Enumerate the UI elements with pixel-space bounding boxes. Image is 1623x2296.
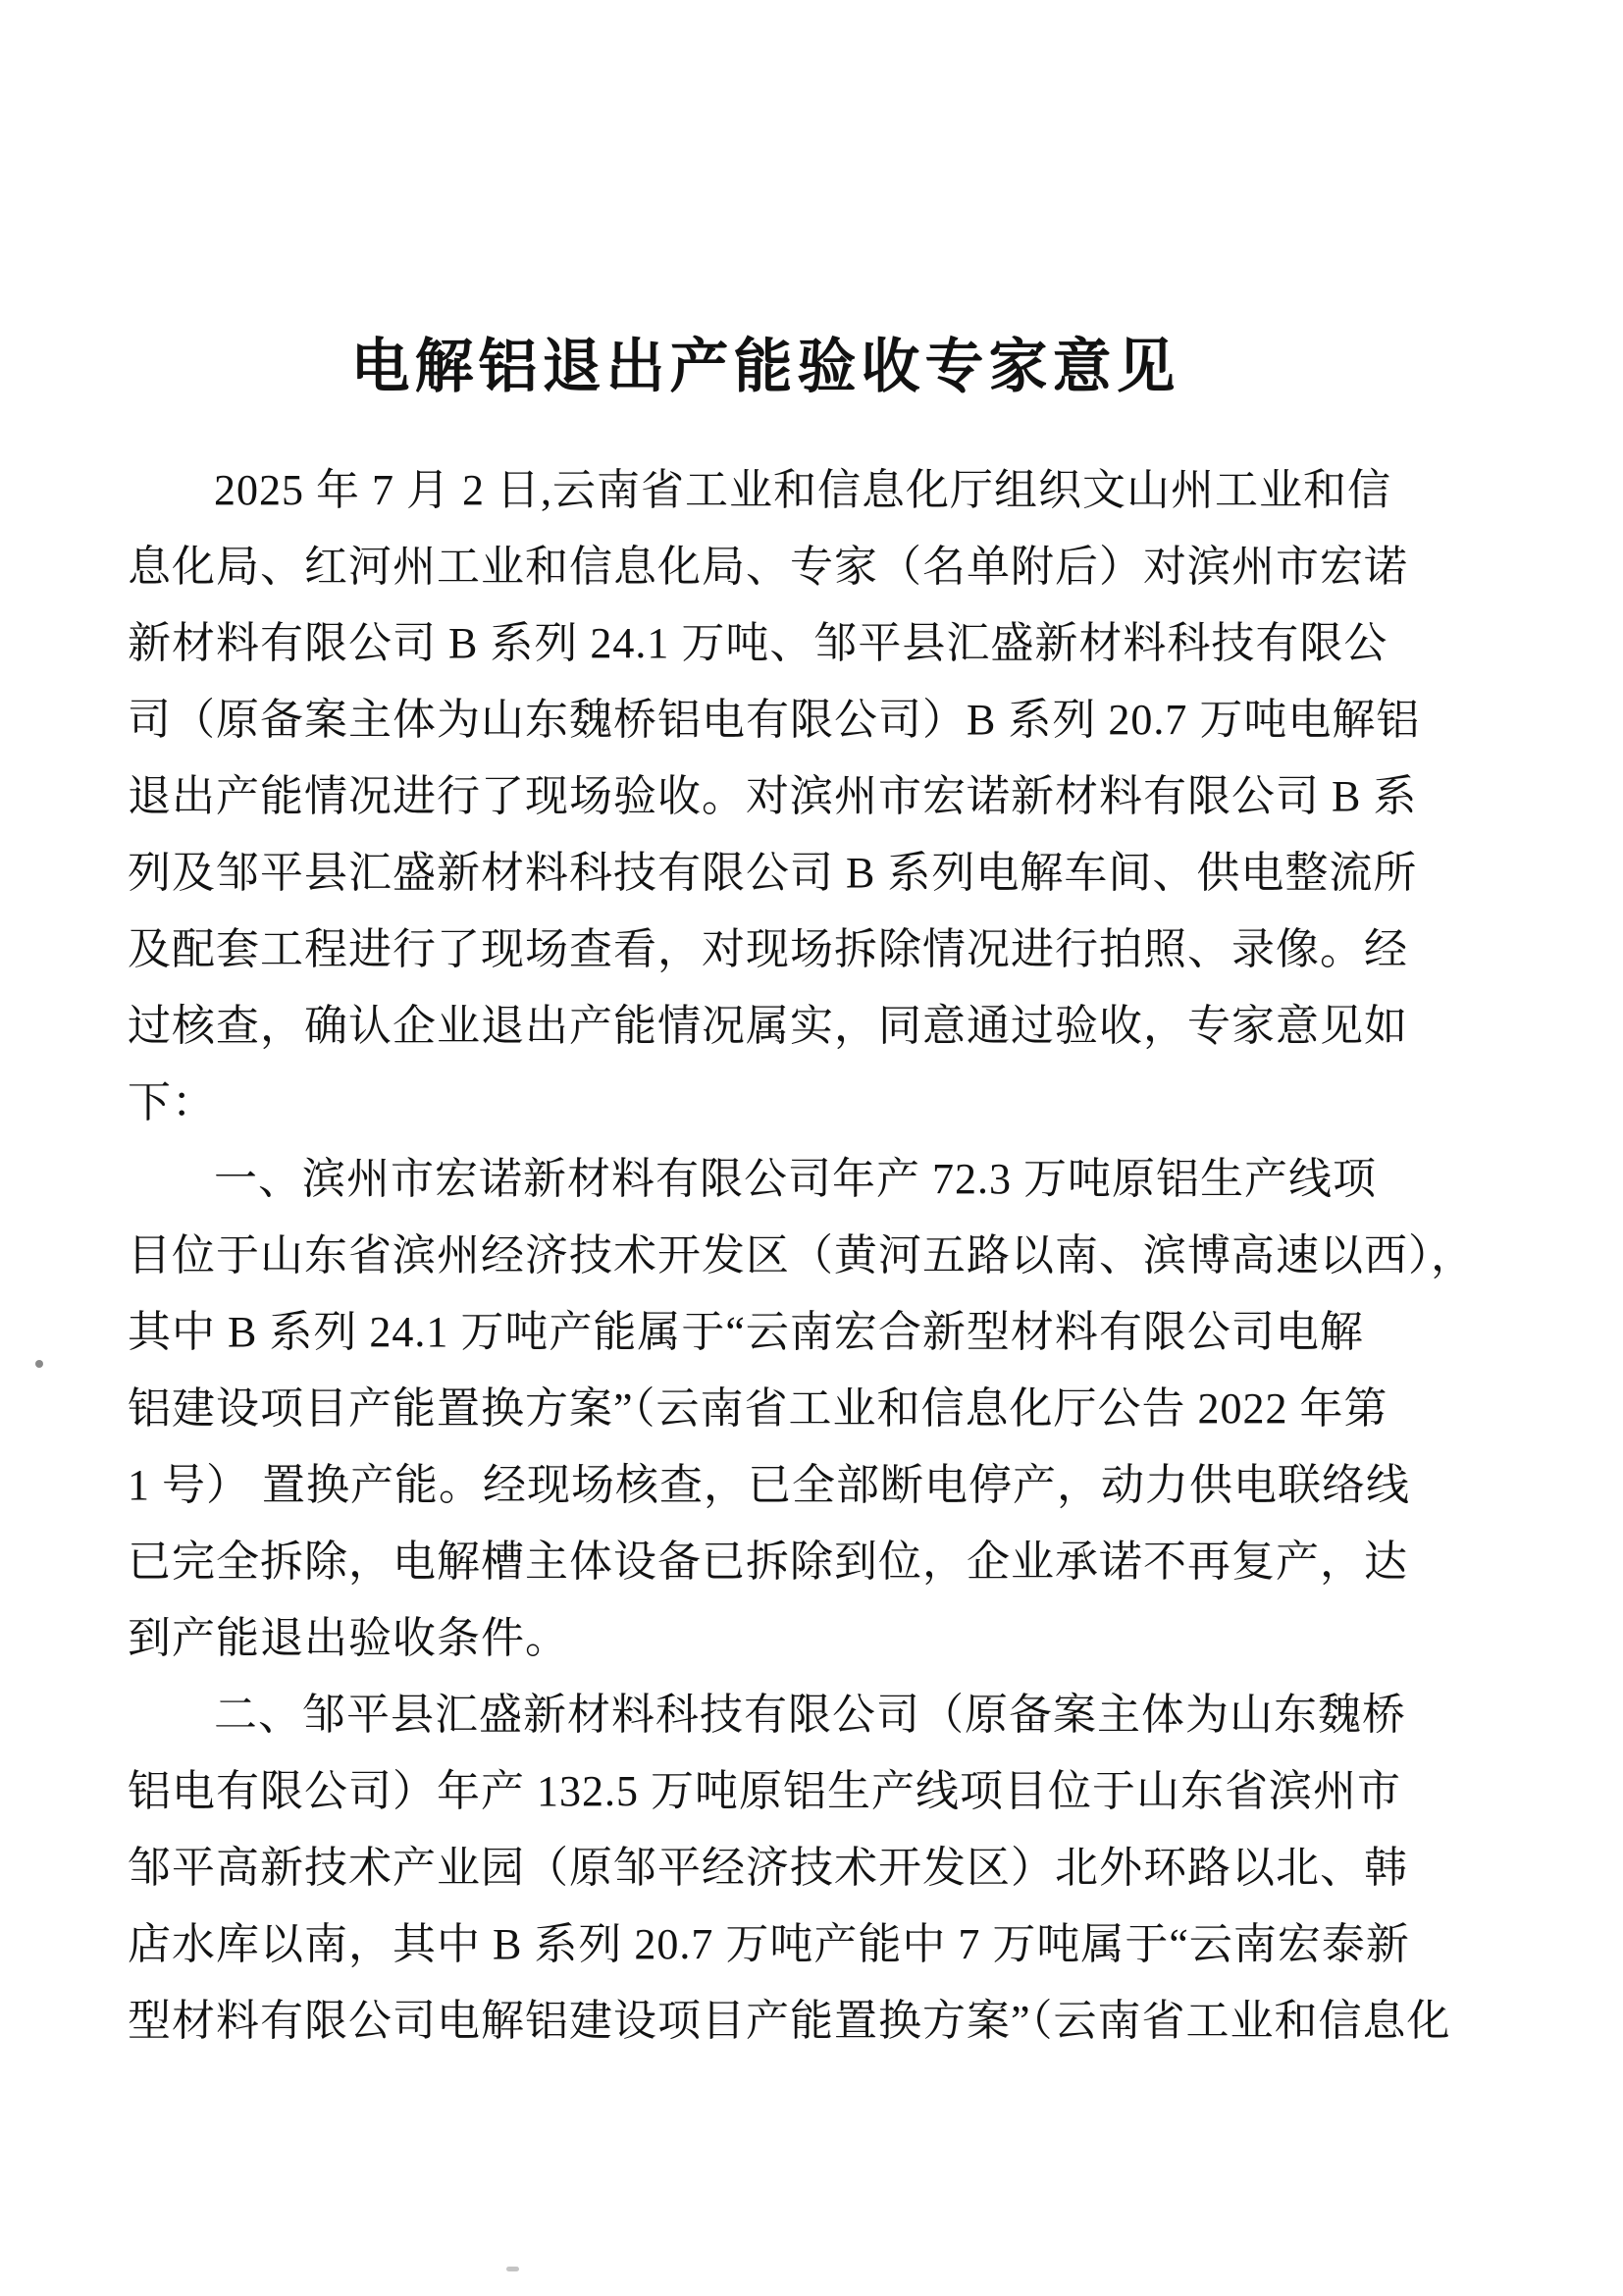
body-line-text: 列及邹平县汇盛新材料科技有限公司 B 系列电解车间、供电整流所 [128,849,1418,897]
body-line [128,983,1505,1060]
body-line [128,677,1505,754]
body-line [128,830,1505,907]
body-line [128,907,1505,983]
body-line-text: 司（原备案主体为山东魏桥铝电有限公司）B 系列 20.7 万吨电解铝 [128,696,1421,744]
body-line [128,1060,1505,1136]
body-line [128,1902,1505,1978]
body-line [128,1366,1505,1442]
body-line-text: 新材料有限公司 B 系列 24.1 万吨、邹平县汇盛新材料科技有限公 [128,619,1388,667]
body-line [128,1748,1505,1825]
body-line [128,600,1505,677]
body-line-text: 铝建设项目产能置换方案”（云南省工业和信息化厅公告 2022 年第 [128,1384,1388,1433]
body-line-text: 目位于山东省滨州经济技术开发区（黄河五路以南、滨博高速以西）， [128,1231,1475,1279]
body-line-text: 1 号） 置换产能。经现场核查，已全部断电停产，动力供电联络线 [128,1461,1410,1509]
body-line [128,1442,1505,1519]
body-line [128,1672,1505,1748]
body-line [128,1978,1505,2055]
body-line-text: 二、邹平县汇盛新材料科技有限公司（原备案主体为山东魏桥 [214,1691,1406,1739]
body-line-text: 及配套工程进行了现场查看，对现场拆除情况进行拍照、录像。经 [128,925,1408,973]
body-line-text: 2025 年 7 月 2 日,云南省工业和信息化厅组织文山州工业和信 [214,466,1391,514]
body-line [128,754,1505,830]
body-line-text: 铝电有限公司）年产 132.5 万吨原铝生产线项目位于山东省滨州市 [128,1767,1401,1815]
body-line [128,1289,1505,1366]
body-line-text: 邹平高新技术产业园（原邹平经济技术开发区）北外环路以北、韩 [128,1844,1408,1892]
body-line-text: 已完全拆除，电解槽主体设备已拆除到位，企业承诺不再复产，达 [128,1538,1408,1586]
scan-artifact-dot [506,2267,519,2271]
document-body [128,447,1505,2055]
body-line [128,1213,1505,1289]
scan-artifact-dot [35,1360,43,1368]
body-line-text: 其中 B 系列 24.1 万吨产能属于“云南宏合新型材料有限公司电解 [128,1308,1364,1356]
body-line-text: 到产能退出验收条件。 [128,1614,569,1662]
body-line [128,447,1505,524]
body-line [128,1519,1505,1595]
body-line-text: 息化局、红河州工业和信息化局、专家（名单附后）对滨州市宏诺 [128,543,1408,591]
body-line-text: 下： [128,1078,216,1126]
body-line [128,1136,1505,1213]
body-line-text: 过核查，确认企业退出产能情况属实，同意通过验收，专家意见如 [128,1002,1408,1050]
body-line [128,1825,1505,1902]
body-line [128,524,1505,600]
body-line [128,1595,1505,1672]
body-line-text: 退出产能情况进行了现场验收。对滨州市宏诺新材料有限公司 B 系 [128,772,1418,820]
document-title: 电解铝退出产能验收专家意见 [350,335,1180,400]
body-line-text: 型材料有限公司电解铝建设项目产能置换方案”（云南省工业和信息化 [128,1997,1451,2045]
body-line-text: 店水库以南，其中 B 系列 20.7 万吨产能中 7 万吨属于“云南宏泰新 [128,1920,1410,1968]
body-line-text: 一、滨州市宏诺新材料有限公司年产 72.3 万吨原铝生产线项 [214,1155,1377,1203]
